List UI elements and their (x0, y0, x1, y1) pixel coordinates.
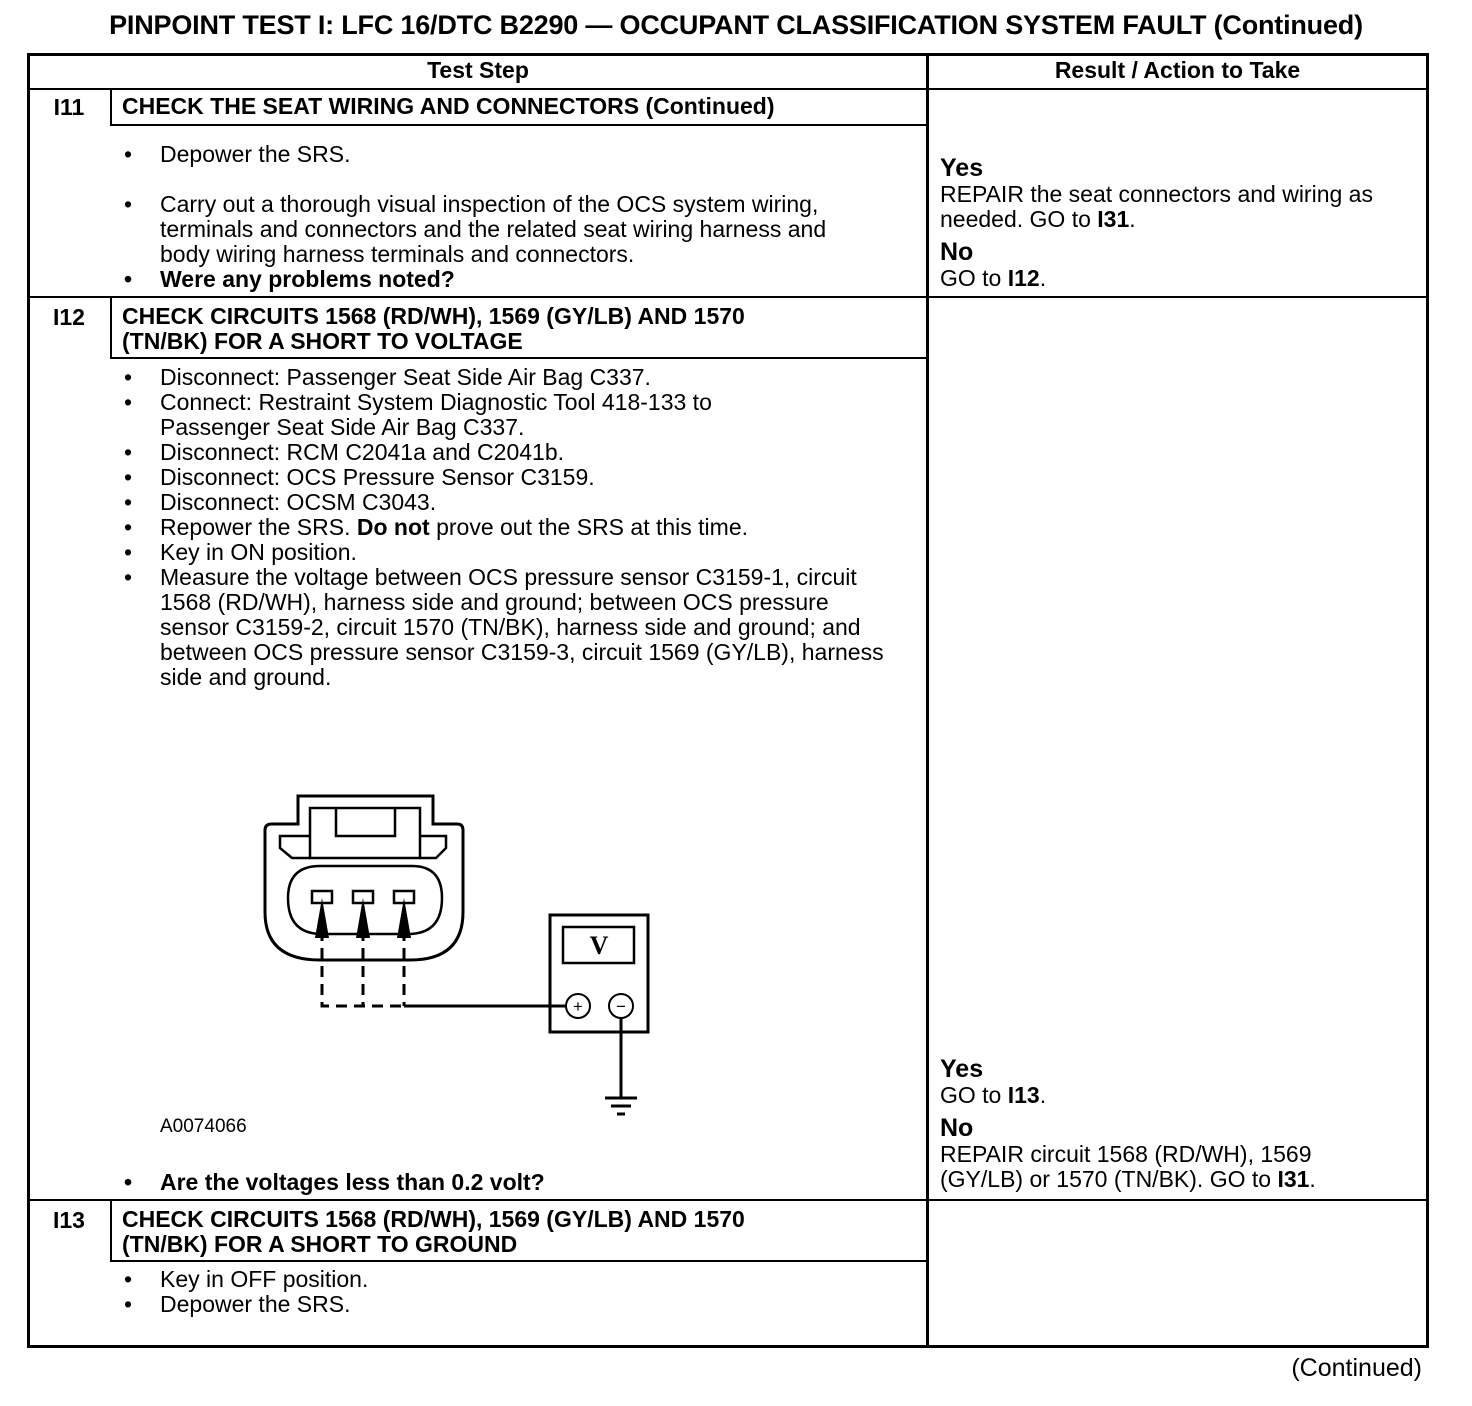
list-item: • Are the voltages less than 0.2 volt? (114, 1170, 874, 1195)
no-ref: I31 (1277, 1166, 1310, 1192)
minus-sign: − (616, 997, 626, 1016)
meter-symbol: V (589, 931, 609, 960)
list-item: • Disconnect: OCS Pressure Sensor C3159. (114, 465, 884, 490)
step-title-line: CHECK CIRCUITS 1568 (RD/WH), 1569 (GY/LB) AND 1570 (122, 303, 745, 329)
no-label: No (940, 1114, 974, 1142)
no-text-block: REPAIR circuit 1568 (RD/WH), 1569 (GY/LB) or 1570 (TN/BK). GO to I31. (940, 1141, 1316, 1192)
continued-note: (Continued) (1291, 1354, 1422, 1382)
header-test-step: Test Step (427, 57, 529, 83)
yes-label: Yes (940, 1055, 984, 1083)
ground-symbol (605, 1098, 637, 1114)
list-item: • Carry out a thorough visual inspection of the OCS system wiring, terminals and connectors and the related seat wiring harness and body wiring harness terminals and connectors. (114, 192, 834, 267)
step-list-i13 (114, 1267, 874, 1317)
yes-ref: I13 (1007, 1082, 1040, 1108)
step-id-i12: I12 (53, 304, 85, 330)
list-item-text: Repower the SRS. (160, 514, 357, 540)
list-item-emphasis: Do not (356, 514, 430, 540)
no-text: GO to (940, 265, 1008, 291)
list-item: • Disconnect: OCSM C3043. (114, 490, 884, 515)
no-ref: I12 (1007, 265, 1040, 291)
test-lead-dashed (322, 930, 404, 1006)
list-item: • Key in ON position. (114, 540, 884, 565)
list-item: • Depower the SRS. (114, 1292, 874, 1317)
step-title-line: (TN/BK) FOR A SHORT TO GROUND (122, 1231, 518, 1257)
step-id-i13: I13 (53, 1207, 85, 1233)
connector-latch (310, 808, 420, 858)
yes-ref: I31 (1097, 206, 1130, 232)
yes-text: GO to (940, 1082, 1008, 1108)
step-title-i11: CHECK THE SEAT WIRING AND CONNECTORS (Continued) (122, 93, 775, 119)
list-item: • Disconnect: Passenger Seat Side Air Bag C337. (114, 365, 884, 390)
no-text: REPAIR circuit 1568 (RD/WH), 1569 (GY/LB) or 1570 (TN/BK). GO to (940, 1141, 1312, 1192)
step-title-line: (TN/BK) FOR A SHORT TO VOLTAGE (122, 328, 523, 354)
list-item: • Key in OFF position. (114, 1267, 874, 1292)
no-label: No (940, 238, 974, 266)
list-item: • Were any problems noted? (114, 267, 834, 292)
list-item: • Disconnect: RCM C2041a and C2041b. (114, 440, 884, 465)
result-i11: Yes REPAIR the seat connectors and wiring as needed. GO to I31. No GO to I12. (940, 154, 1430, 291)
list-item-text: prove out the SRS at this time. (429, 514, 749, 540)
yes-label: Yes (940, 154, 984, 182)
header-result: Result / Action to Take (1054, 57, 1301, 83)
page-title: PINPOINT TEST I: LFC 16/DTC B2290 — OCCUPANT CLASSIFICATION SYSTEM FAULT (Continued) (109, 10, 1363, 40)
yes-text: REPAIR the seat connectors and wiring as needed. GO to (940, 181, 1373, 232)
figure-id: A0074066 (160, 1116, 247, 1137)
list-item: • Connect: Restraint System Diagnostic Tool 418-133 to Passenger Seat Side Air Bag C337. (114, 390, 780, 440)
list-item: • Depower the SRS. (114, 142, 834, 167)
step-id-i11: I11 (53, 94, 85, 120)
step-question-i12 (114, 1170, 874, 1195)
plus-sign: + (573, 997, 583, 1016)
step-title-i13 (122, 1207, 745, 1257)
step-title-line: CHECK CIRCUITS 1568 (RD/WH), 1569 (GY/LB) AND 1570 (122, 1206, 745, 1232)
result-i12: Yes GO to I13. No REPAIR circuit 1568 (RD/WH), 1569 (GY/LB) or 1570 (TN/BK). GO to I31. (940, 1055, 1430, 1192)
list-item: • Measure the voltage between OCS pressure sensor C3159-1, circuit 1568 (RD/WH), harness side and ground; between OCS pressure sensor C3159-2, circuit 1570 (TN/BK), harness side and ground; and between OCS pressure sensor C3159-3, circuit 1569 (GY/LB), harness side and ground. (114, 565, 885, 690)
